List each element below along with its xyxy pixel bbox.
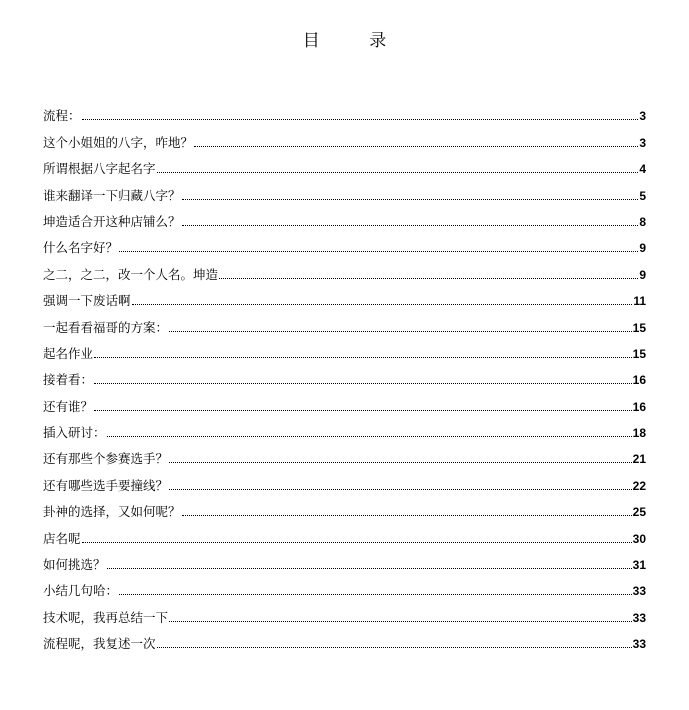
- toc-dot-leader: [119, 594, 632, 595]
- toc-entry-title: 之二，之二，改一个人名。坤造: [43, 266, 219, 282]
- toc-dot-leader: [182, 515, 632, 516]
- toc-page-number: 3: [639, 109, 646, 124]
- toc-dot-leader: [219, 278, 638, 279]
- toc-entry-title: 流程呢，我复述一次: [43, 636, 156, 652]
- toc-page-number: 30: [632, 531, 646, 546]
- toc-entry-title: 技术呢，我再总结一下: [43, 609, 169, 625]
- toc-page-number: 5: [639, 188, 646, 203]
- toc-dot-leader: [169, 621, 632, 622]
- toc-entry[interactable]: [43, 522, 646, 548]
- toc-entry[interactable]: [43, 496, 646, 522]
- toc-entry[interactable]: [43, 364, 646, 390]
- toc-entry[interactable]: [43, 549, 646, 575]
- toc-dot-leader: [94, 357, 632, 358]
- toc-list: [43, 100, 646, 654]
- toc-entry-title: 一起看看福哥的方案：: [43, 319, 169, 335]
- toc-page-number: 15: [632, 346, 646, 361]
- toc-entry[interactable]: [43, 153, 646, 179]
- toc-page-number: 9: [639, 267, 646, 282]
- toc-entry[interactable]: [43, 601, 646, 627]
- toc-dot-leader: [82, 119, 639, 120]
- toc-entry[interactable]: [43, 100, 646, 126]
- toc-page-number: 8: [639, 214, 646, 229]
- toc-entry[interactable]: [43, 390, 646, 416]
- toc-dot-leader: [169, 462, 632, 463]
- toc-dot-leader: [94, 410, 632, 411]
- toc-dot-leader: [169, 331, 632, 332]
- toc-page-number: 25: [632, 505, 646, 520]
- toc-entry[interactable]: [43, 311, 646, 337]
- toc-page-number: 15: [632, 320, 646, 335]
- toc-entry[interactable]: [43, 232, 646, 258]
- toc-dot-leader: [157, 172, 639, 173]
- toc-dot-leader: [194, 146, 638, 147]
- toc-entry[interactable]: [43, 126, 646, 152]
- toc-entry-title: 这个小姐姐的八字，咋地？: [43, 134, 194, 150]
- toc-entry-title: 还有那些个参赛选手？: [43, 451, 169, 467]
- toc-dot-leader: [132, 304, 633, 305]
- toc-entry-title: 谁来翻译一下归藏八字？: [43, 187, 181, 203]
- toc-entry-title: 还有哪些选手要撞线？: [43, 477, 169, 493]
- toc-page-number: 33: [632, 637, 646, 652]
- toc-entry[interactable]: [43, 417, 646, 443]
- toc-entry-title: 强调一下废话啊: [43, 293, 131, 309]
- toc-entry-title: 店名呢: [43, 530, 81, 546]
- toc-entry[interactable]: [43, 285, 646, 311]
- toc-entry[interactable]: [43, 338, 646, 364]
- toc-page-number: 9: [639, 241, 646, 256]
- toc-page-number: 22: [632, 478, 646, 493]
- toc-dot-leader: [107, 436, 632, 437]
- toc-page-number: 33: [632, 584, 646, 599]
- toc-page-number: 16: [632, 373, 646, 388]
- toc-entry-title: 所谓根据八字起名字: [43, 161, 156, 177]
- toc-entry[interactable]: [43, 206, 646, 232]
- toc-dot-leader: [107, 568, 632, 569]
- toc-dot-leader: [182, 225, 639, 226]
- toc-entry[interactable]: [43, 575, 646, 601]
- toc-entry-title: 什么名字好？: [43, 240, 119, 256]
- toc-entry-title: 起名作业: [43, 345, 94, 361]
- toc-entry-title: 如何挑选？: [43, 557, 106, 573]
- toc-entry-title: 还有谁？: [43, 398, 94, 414]
- toc-entry[interactable]: [43, 443, 646, 469]
- toc-entry-title: 卦神的选择，又如何呢？: [43, 504, 181, 520]
- toc-entry-title: 接着看：: [43, 372, 94, 388]
- toc-entry[interactable]: [43, 469, 646, 495]
- toc-entry[interactable]: [43, 628, 646, 654]
- toc-dot-leader: [157, 647, 632, 648]
- toc-dot-leader: [82, 542, 632, 543]
- toc-page-number: 21: [632, 452, 646, 467]
- toc-dot-leader: [169, 489, 632, 490]
- toc-entry-title: 小结几句哈：: [43, 583, 119, 599]
- toc-entry-title: 流程：: [43, 108, 81, 124]
- toc-entry-title: 坤造适合开这种店铺么？: [43, 213, 181, 229]
- toc-page-number: 31: [632, 558, 646, 573]
- toc-page-number: 11: [633, 294, 646, 309]
- toc-dot-leader: [119, 251, 638, 252]
- toc-entry[interactable]: [43, 258, 646, 284]
- toc-page-number: 33: [632, 610, 646, 625]
- toc-entry[interactable]: [43, 179, 646, 205]
- toc-page-number: 18: [632, 426, 646, 441]
- toc-page-number: 3: [639, 135, 646, 150]
- toc-entry-title: 插入研讨：: [43, 425, 106, 441]
- toc-title: 目 录: [302, 31, 409, 51]
- toc-dot-leader: [182, 199, 639, 200]
- toc-dot-leader: [94, 383, 632, 384]
- toc-page-number: 16: [632, 399, 646, 414]
- toc-page-number: 4: [639, 162, 646, 177]
